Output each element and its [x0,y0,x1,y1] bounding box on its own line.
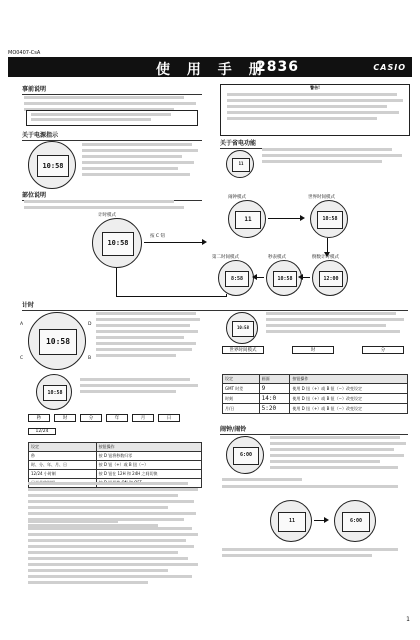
sleep-text-block [82,143,200,179]
section-heading-sleep: 关于电源指示 [22,130,202,141]
button-label-b: B [88,356,92,361]
mode-watch-timekeeping: 10:58 [92,218,142,268]
label-alarm-mode: 闹钟模式 [228,195,246,200]
page-title: 使 用 手 册 [156,62,269,78]
arrow-head-left-icon [298,274,303,280]
button-label-a: A [20,322,24,327]
title-bar [8,57,412,77]
button-label-d: D [88,322,92,327]
mode-watch-alarm: 11 [228,200,266,238]
caution-box [26,110,198,126]
watch-illustration-power: 11 [226,150,254,178]
label-second-mode: 第二时间模式 [212,255,239,260]
section-heading-guide: 部位说明 [22,190,202,201]
world-settings-table: 设定 画面 按钮操作 GMT 时差 9 使用 D 钮（+）或 B 钮（−）改变设定 时刻 14:0 使用 D 钮（+）或 B 钮（−）改变设定 月/日 5:20 使用 D 钮（+）或 B 钮（−）改变设定 [222,374,408,414]
label-world-mode: 世界时间模式 [308,195,335,200]
watch-illustration-set: 10:58 [36,374,72,410]
mode-watch-world: 10:58 [310,200,348,238]
watch-illustration-world: 10:58 [226,312,258,344]
mode-watch-stopwatch: 10:58 [266,260,302,296]
mode-watch-countdown: 12:00 [312,260,348,296]
arrow-head-right-icon [202,239,207,245]
document-code: MO0407-CsA [8,50,41,56]
settings-table: 设定 按钮操作 秒 按 D 钮将秒数归零 时、分、年、月、日 按 D 钮（+）或 B 钮（−） 12/24 小时制 按 D 钮在 12H 和 24H 之间切换 [28,442,202,488]
warning-heading: 警告! [310,85,320,90]
arrow-head-right-icon [324,517,329,523]
watch-illustration-timekeeping: 10:58 [28,312,86,370]
watch-illustration-alarm: 6:00 [226,436,264,474]
label-stopwatch-mode: 秒表模式 [268,255,286,260]
brand-logo: CASIO [373,63,406,72]
watch-illustration-alarm-set-2: 6:00 [334,500,376,542]
power-text-block [262,148,408,166]
section-heading-intro: 事前说明 [22,84,202,95]
section-heading-alarm: 闹钟/闹铃 [220,424,408,435]
setting-sequence-flow: 秒 时 分 年 月 日 12/24 [28,412,202,438]
timekeeping-text-block [96,312,202,357]
label-timekeeping-mode: 计时模式 [98,213,116,218]
button-label-c: C [20,356,24,361]
lcd-display: 10:58 [37,155,68,177]
section-heading-power: 关于省电功能 [220,138,280,149]
flow-press-c: 按 C 钮 [150,234,166,239]
watch-illustration-small [28,141,76,189]
warning-box [220,84,410,136]
model-number: 2836 [256,59,299,75]
label-countdown-mode: 倒数计时模式 [312,255,339,260]
mode-watch-second: 8:58 [218,260,254,296]
flow-arrow [144,242,204,243]
arrow-head-left-icon [252,274,257,280]
section-heading-timekeeping: 计时 [22,300,408,311]
world-flow: 世界时间模式 时 分 [222,346,408,360]
watch-illustration-alarm-set-1: 11 [270,500,312,542]
arrow-head-right-icon [300,215,305,221]
page-number: 1 [406,616,410,623]
